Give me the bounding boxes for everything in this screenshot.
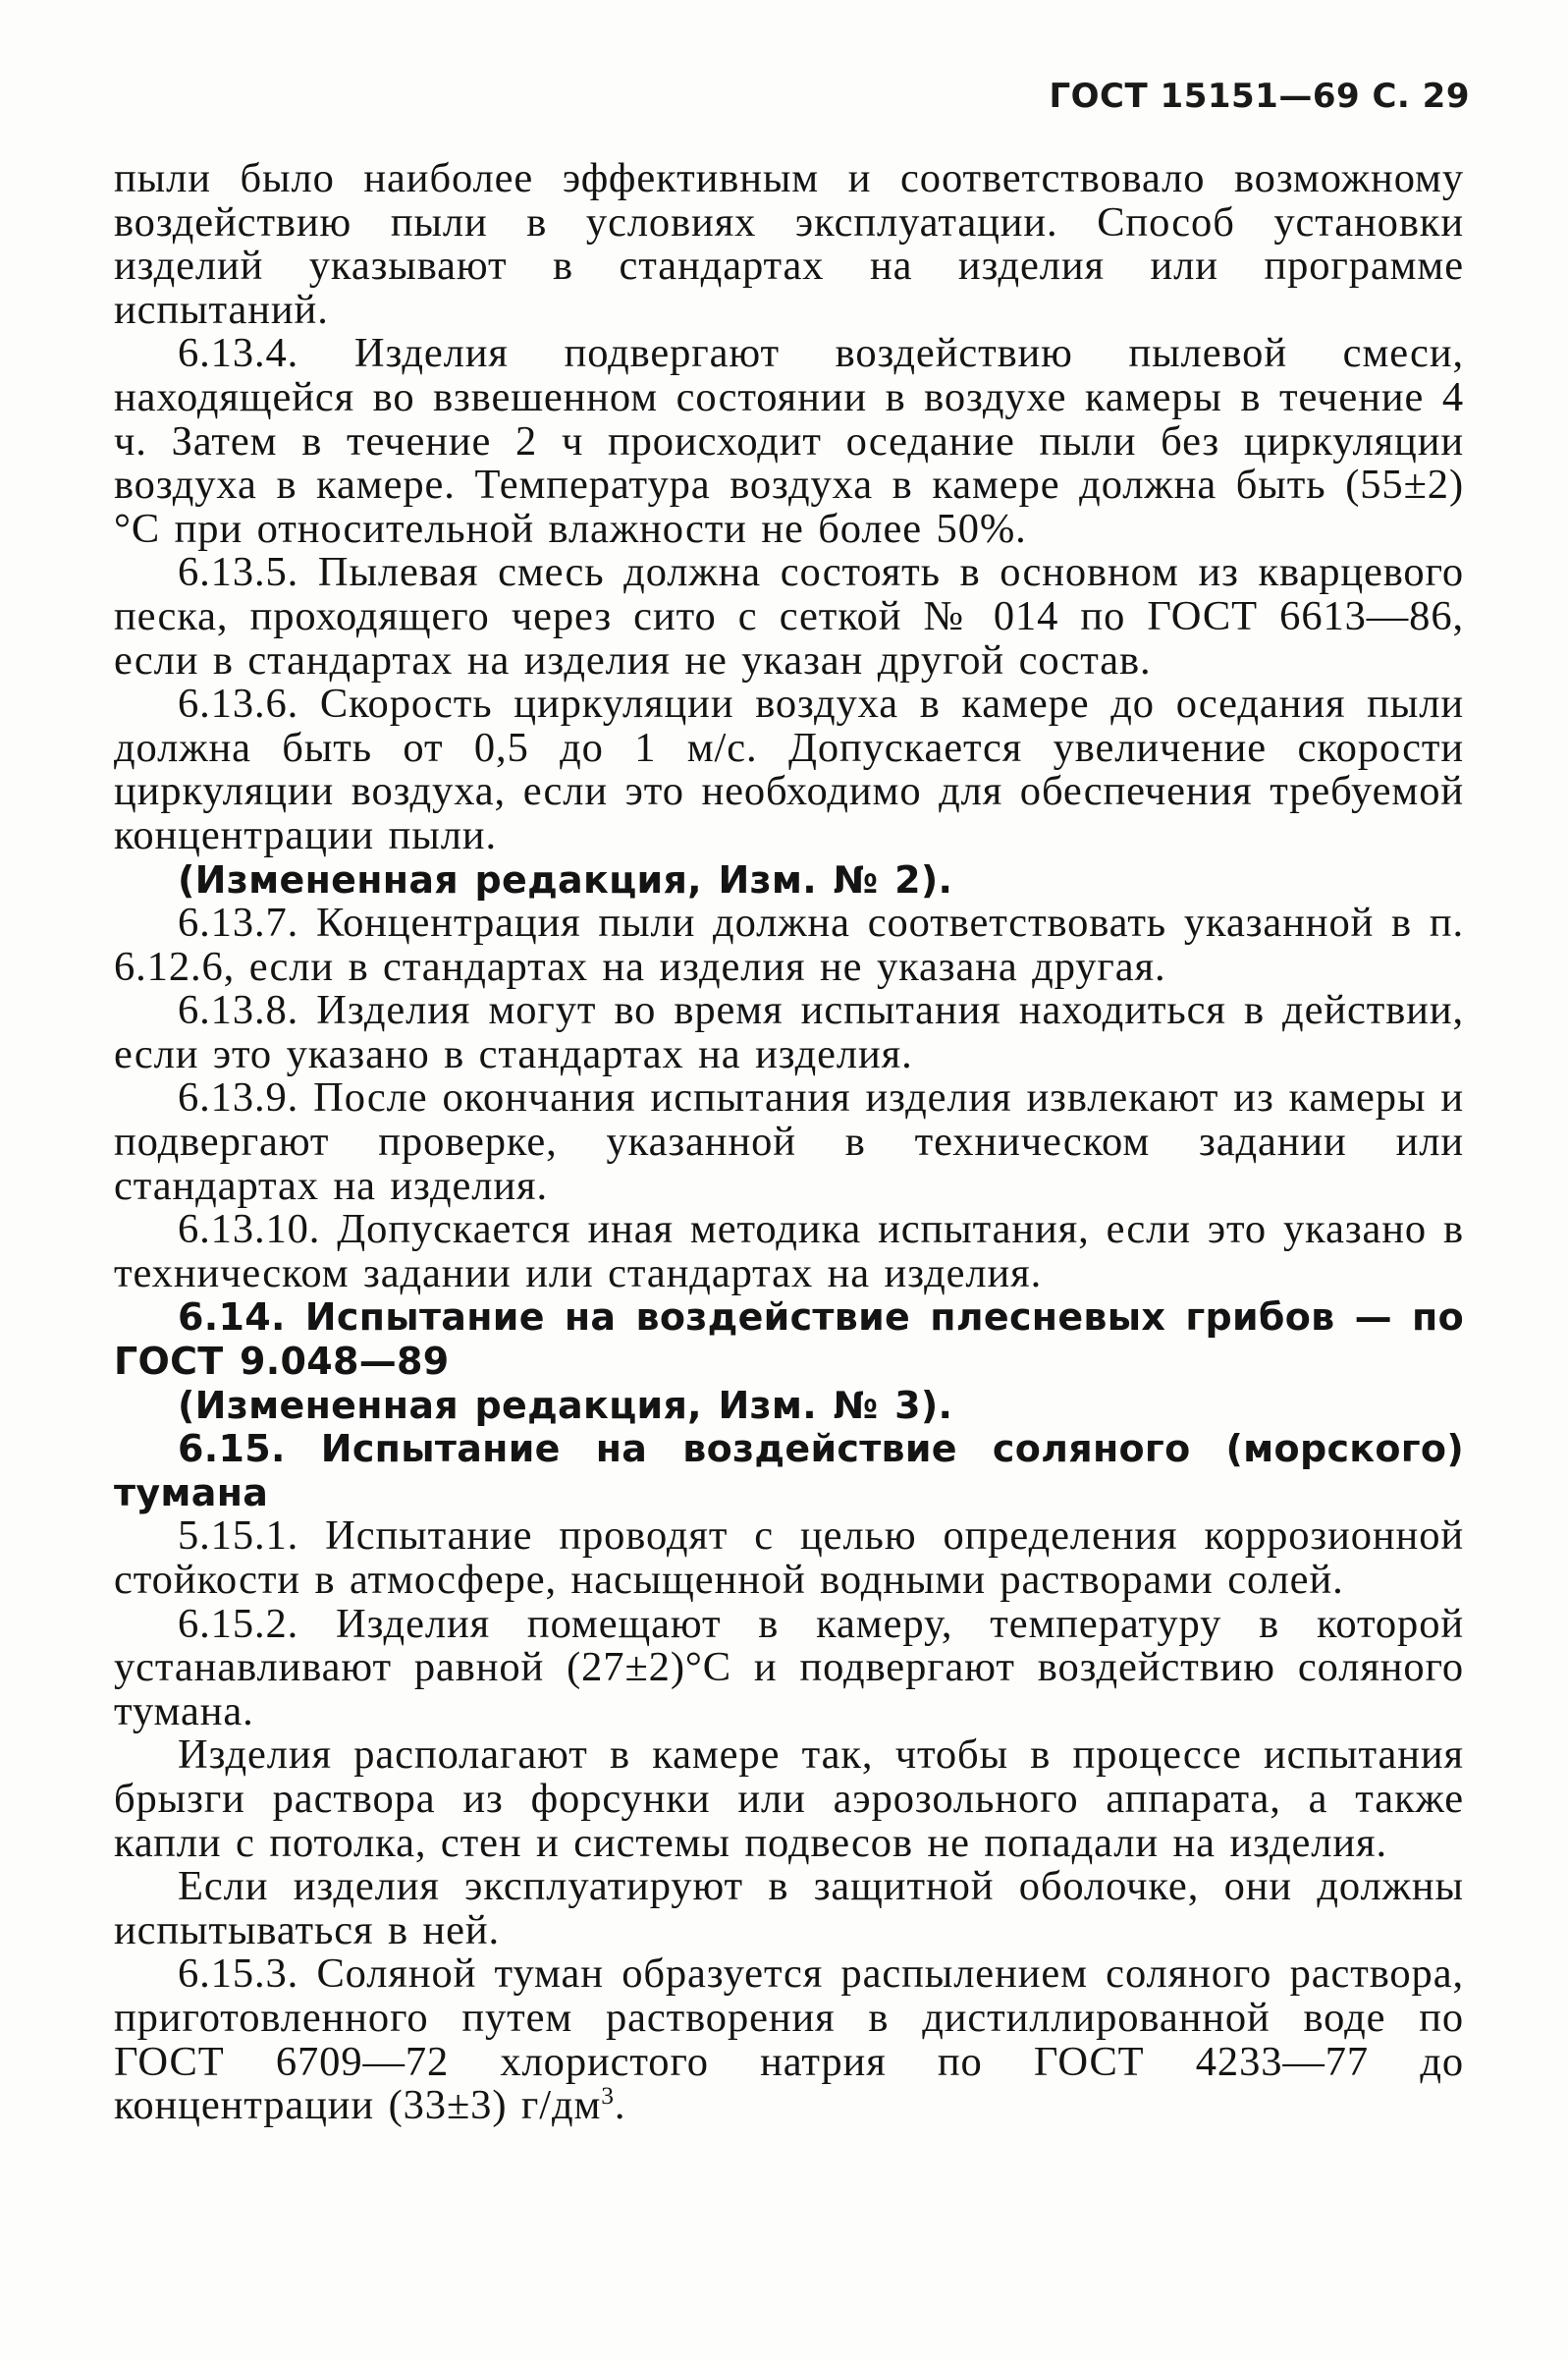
clause-6-15-3-text: 6.15.3. Соляной туман образуется распылением соляного раствора, приготовленного путем растворения в дистиллированной воде по ГОСТ 6709—72 хлористого натрия по ГОСТ 4233—77 до концентрации (33±3) г/дм	[114, 1950, 1464, 2129]
clause-6-13-8: 6.13.8. Изделия могут во время испытания находиться в действии, если это указано в стандартах на изделия.	[114, 987, 1464, 1077]
paragraph-placement: Изделия располагают в камере так, чтобы в процессе испытания брызги раствора из форсунки или аэрозольного аппарата, а также капли с потолка, стен и системы подвесов не попадали на изделия.	[114, 1731, 1464, 1866]
section-heading-6-14: 6.14. Испытание на воздействие плесневых грибов — по ГОСТ 9.048—89	[114, 1295, 1464, 1384]
clause-6-13-6: 6.13.6. Скорость циркуляции воздуха в камере до оседания пыли должна быть от 0,5 до 1 м/с. Допускается увеличение скорости циркуляции воздуха, если это необходимо для обеспечения требуемой концентрации пыли.	[114, 681, 1464, 858]
clause-6-13-9: 6.13.9. После окончания испытания изделия извлекают из камеры и подвергают проверке, указанной в техническом задании или стандартах на изделия.	[114, 1074, 1464, 1209]
running-head: ГОСТ 15151—69 С. 29	[1049, 77, 1470, 116]
clause-6-15-2: 6.15.2. Изделия помещают в камеру, температуру в которой устанавливают равной (27±2)°С и подвергают воздействию соляного тумана.	[114, 1600, 1464, 1734]
clause-6-15-3	[114, 1952, 1464, 2127]
clause-6-13-5: 6.13.5. Пылевая смесь должна состоять в основном из кварцевого песка, проходящего через сито с сеткой № 014 по ГОСТ 6613—86, если в стандартах на изделия не указан другой состав.	[114, 549, 1464, 684]
amendment-note-3: (Измененная редакция, Изм. № 3).	[178, 1383, 953, 1427]
section-heading-6-15: 6.15. Испытание на воздействие соляного (морского) тумана	[114, 1427, 1464, 1514]
clause-6-13-4: 6.13.4. Изделия подвергают воздействию пылевой смеси, находящейся во взвешенном состоянии в воздухе камеры в течение 4 ч. Затем в течение 2 ч происходит оседание пыли без циркуляции воздуха в камере. Температура воздуха в камере должна быть (55±2)°С при относительной влажности не более 50%.	[114, 330, 1464, 552]
clause-6-13-7: 6.13.7. Концентрация пыли должна соответствовать указанной в п. 6.12.6, если в стандартах на изделия не указана другая.	[114, 900, 1464, 990]
unit-superscript: 3	[601, 2080, 615, 2110]
clause-6-15-3-tail: .	[614, 2082, 626, 2129]
clause-5-15-1: 5.15.1. Испытание проводят с целью определения коррозионной стойкости в атмосфере, насыщенной водными растворами солей.	[114, 1512, 1464, 1603]
paragraph-continuation: пыли было наиболее эффективным и соответствовало возможному воздействию пыли в условиях эксплуатации. Способ установки изделий указывают в стандартах на изделия или программе испытаний.	[114, 155, 1464, 333]
page-body	[114, 157, 1464, 2128]
paragraph-protective-shell: Если изделия эксплуатируют в защитной оболочке, они должны испытываться в ней.	[114, 1863, 1464, 1953]
amendment-note-2: (Измененная редакция, Изм. № 2).	[178, 857, 953, 902]
clause-6-13-10: 6.13.10. Допускается иная методика испытания, если это указано в техническом задании или стандартах на изделия.	[114, 1206, 1464, 1296]
